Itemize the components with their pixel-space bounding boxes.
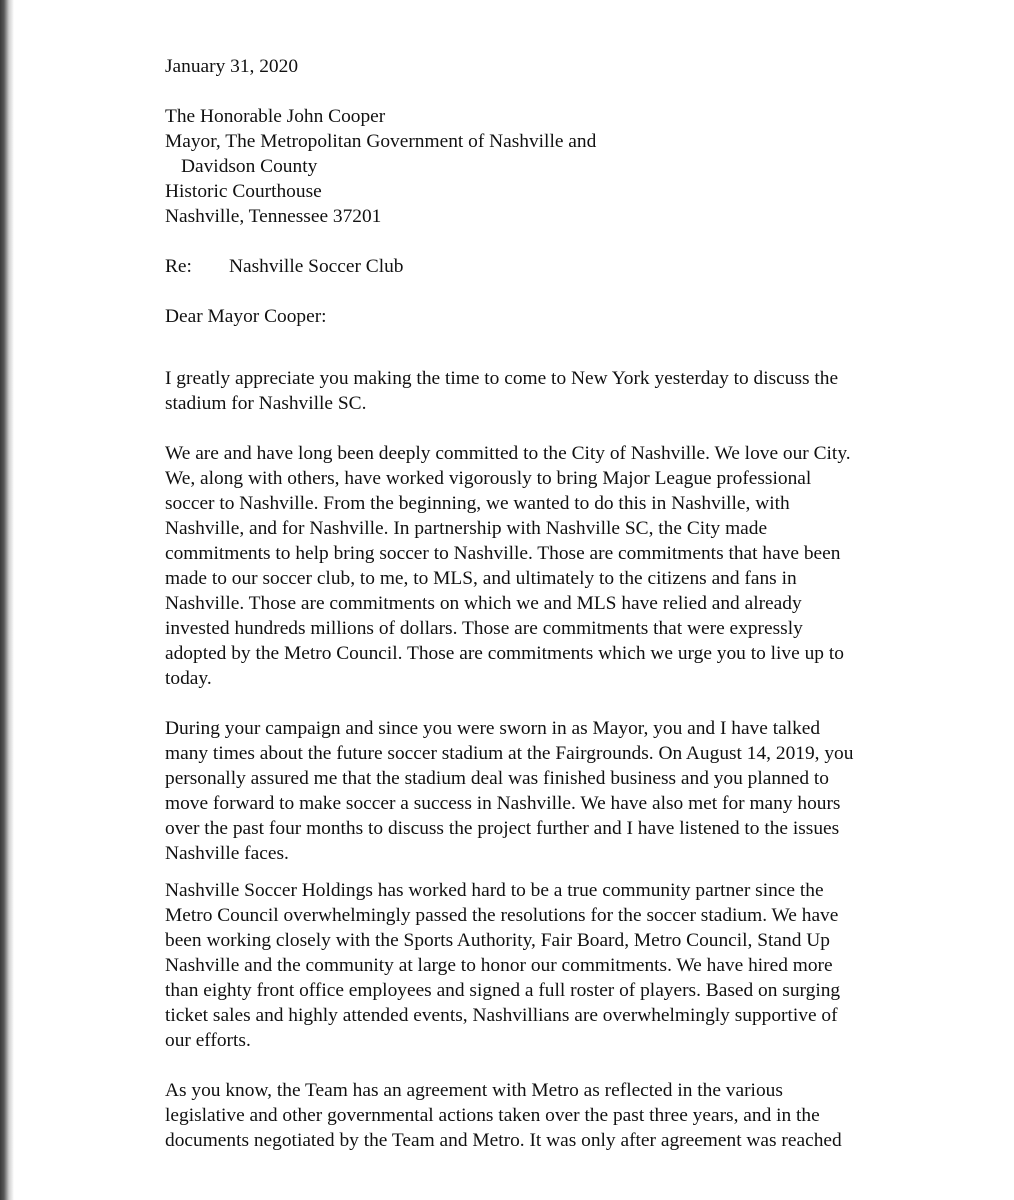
paragraph-1: [165, 366, 925, 416]
paragraph-line: soccer to Nashville. From the beginning, we wanted to do this in Nashville, with: [165, 493, 790, 514]
paragraph-line: Metro Council overwhelmingly passed the resolutions for the soccer stadium. We have: [165, 905, 839, 926]
paragraph-line: made to our soccer club, to me, to MLS, and ultimately to the citizens and fans in: [165, 568, 797, 589]
paragraph-line: Nashville, and for Nashville. In partnership with Nashville SC, the City made: [165, 518, 768, 539]
paragraph-line: adopted by the Metro Council. Those are commitments which we urge you to live up to: [165, 643, 844, 664]
paragraph-line: We, along with others, have worked vigorously to bring Major League professional: [165, 468, 812, 489]
recipient-address-line-1: Historic Courthouse: [165, 181, 322, 202]
paragraph-2: [165, 441, 925, 691]
paragraph-line: our efforts.: [165, 1030, 251, 1051]
paragraph-line: legislative and other governmental actions taken over the past three years, and in the: [165, 1105, 820, 1126]
paragraph-line: As you know, the Team has an agreement with Metro as reflected in the various: [165, 1080, 783, 1101]
recipient-block: [165, 104, 925, 229]
paragraph-line: over the past four months to discuss the project further and I have listened to the issues: [165, 818, 840, 839]
paragraph-line: We are and have long been deeply committed to the City of Nashville. We love our City.: [165, 443, 851, 464]
paragraph-line: ticket sales and highly attended events, Nashvillians are overwhelmingly supportive of: [165, 1005, 838, 1026]
recipient-title-line-2: Davidson County: [181, 156, 318, 177]
paragraph-line: invested hundreds millions of dollars. Those are commitments that were expressly: [165, 618, 803, 639]
recipient-address-line-2: Nashville, Tennessee 37201: [165, 206, 382, 227]
paragraph-line: personally assured me that the stadium deal was finished business and you planned to: [165, 768, 829, 789]
paragraph-5: [165, 1078, 925, 1153]
salutation: Dear Mayor Cooper:: [165, 306, 327, 327]
page-left-shadow-edge: [0, 0, 14, 1200]
recipient-name: The Honorable John Cooper: [165, 106, 386, 127]
paragraph-line: Nashville faces.: [165, 843, 289, 864]
subject-text: Nashville Soccer Club: [229, 256, 404, 277]
paragraph-line: move forward to make soccer a success in Nashville. We have also met for many hours: [165, 793, 841, 814]
paragraph-line: I greatly appreciate you making the time to come to New York yesterday to discuss the: [165, 368, 839, 389]
paragraph-line: Nashville Soccer Holdings has worked hard to be a true community partner since the: [165, 880, 824, 901]
paragraph-3: [165, 716, 925, 866]
paragraph-line: Nashville. Those are commitments on which we and MLS have relied and already: [165, 593, 802, 614]
paragraph-line: commitments to help bring soccer to Nashville. Those are commitments that have been: [165, 543, 841, 564]
paragraph-line: Nashville and the community at large to honor our commitments. We have hired more: [165, 955, 833, 976]
letter-date: January 31, 2020: [165, 56, 299, 77]
letter-body: [165, 54, 925, 1153]
subject-line: [165, 254, 925, 279]
paragraph-line: than eighty front office employees and signed a full roster of players. Based on surging: [165, 980, 841, 1001]
paragraph-line: many times about the future soccer stadium at the Fairgrounds. On August 14, 2019, you: [165, 743, 854, 764]
paragraph-line: today.: [165, 668, 212, 689]
recipient-title-line-1: Mayor, The Metropolitan Government of Nashville and: [165, 131, 597, 152]
paragraph-4: [165, 878, 925, 1053]
paragraph-line: been working closely with the Sports Authority, Fair Board, Metro Council, Stand Up: [165, 930, 830, 951]
paragraph-line: stadium for Nashville SC.: [165, 393, 367, 414]
subject-label: Re:: [165, 256, 192, 277]
paragraph-line: documents negotiated by the Team and Metro. It was only after agreement was reached: [165, 1130, 842, 1151]
paragraph-line: During your campaign and since you were sworn in as Mayor, you and I have talked: [165, 718, 821, 739]
